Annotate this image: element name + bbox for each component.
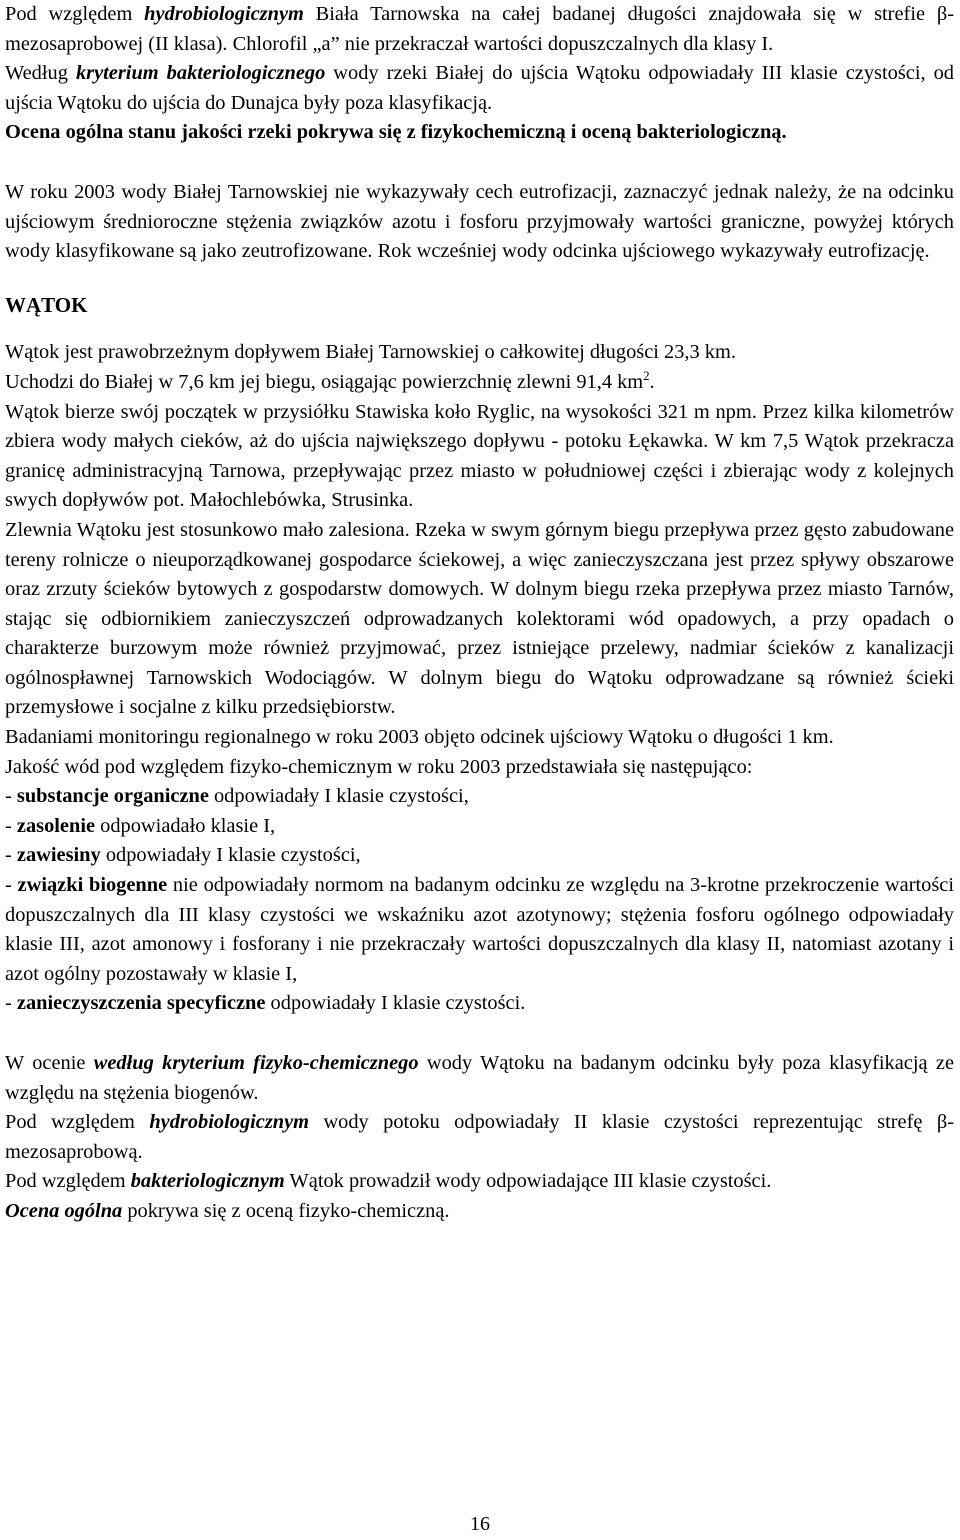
list-dash: - xyxy=(5,814,17,837)
text-span: Według xyxy=(5,62,76,85)
list-item xyxy=(5,841,954,871)
emphasis-text: Ocena ogólna xyxy=(5,1199,123,1222)
text-span: wody Wątoku na badanym odcinku były poza klasyfikacją ze względu na stężenia biogenów. xyxy=(5,1052,955,1104)
text-span: . xyxy=(649,370,655,393)
list-item-term: zasolenie xyxy=(16,814,96,837)
text-span: Pod względem xyxy=(5,1170,131,1193)
list-item-text: odpowiadały I klasie czystości. xyxy=(265,992,526,1015)
list-item-text: odpowiadały I klasie czystości, xyxy=(208,785,469,808)
paragraph-overall-assessment: Ocena ogólna stanu jakości rzeki pokrywa się z fizykochemiczną i oceną bakteriologiczną. xyxy=(5,121,787,144)
text-span: pokrywa się z oceną fizyko-chemiczną. xyxy=(122,1199,450,1222)
spacer xyxy=(5,1019,954,1049)
list-item xyxy=(5,812,954,842)
text-span: Biała Tarnowska na całej badanej długości znajdowała się w strefie β-mezosaprobowej (II klasa). Chlorofil „a” nie przekraczał wartości dopuszczalnych dla klasy I. xyxy=(5,3,954,55)
list-item-text: nie odpowiadały normom na badanym odcinku ze względu na 3-krotne przekroczenie wartości dopuszczalnych dla III klasy czystości we wskaźniku azot azotynowy; stężenia fosforu ogólnego odpowiadały klasie III, azot amonowy i fosforany i nie przekraczały wartości dopuszczalnych dla klasy II, natomiast azotany i azot ogólny pozostawały w klasie I, xyxy=(5,874,955,985)
text-span: wody rzeki Białej do ujścia Wątoku odpowiadały III klasie czystości, od ujścia Wątoku do ujścia do Dunajca były poza klasyfikacją. xyxy=(5,62,954,114)
list-item xyxy=(5,782,954,812)
paragraph-watok-intro-line2 xyxy=(5,368,954,398)
list-dash: - xyxy=(5,785,17,808)
emphasis-text: hydrobiologicznym xyxy=(144,3,304,25)
list-item-term: zanieczyszczenia specyficzne xyxy=(16,992,266,1015)
paragraph-watok-source: Wątok bierze swój początek w przysiółku Stawiska koło Ryglic, na wysokości 321 m npm. Przez kilka kilometrów zbiera wody małych cieków, aż do ujścia największego dopływu - potoku Łękawka. W km 7,5 Wątok przekracza granicę administracyjną Tarnowa, przepływając przez miasto w południowej części i zbierając wody z kolejnych swych dopływów pot. Małochlebówka, Strusinka. xyxy=(5,400,954,512)
text-span: Wątok prowadził wody odpowiadające III klasie czystości. xyxy=(284,1170,772,1193)
superscript: 2 xyxy=(643,368,650,384)
paragraph-biala-hydrobiology xyxy=(5,0,954,59)
list-dash: - xyxy=(5,874,18,897)
spacer xyxy=(5,320,954,338)
text-span: Pod względem xyxy=(5,1111,150,1134)
quality-list xyxy=(5,782,954,1019)
spacer xyxy=(5,148,954,178)
paragraph-overall-watok xyxy=(5,1197,954,1227)
list-item-term: związki biogenne xyxy=(17,874,168,897)
text-span: wody potoku odpowiadały II klasie czystości reprezentując strefę β-mezosaprobową. xyxy=(5,1111,954,1163)
emphasis-text: według kryterium fizyko-chemicznego xyxy=(93,1052,419,1074)
list-item-term: zawiesiny xyxy=(16,844,101,867)
paragraph-quality-intro: Jakość wód pod względem fizyko-chemicznym w roku 2003 przedstawiała się następująco: xyxy=(5,755,753,778)
emphasis-text: bakteriologicznym xyxy=(130,1170,285,1193)
paragraph-monitoring: Badaniami monitoringu regionalnego w roku 2003 objęto odcinek ujściowy Wątoku o długości 1 km. xyxy=(5,726,834,749)
paragraph-physchem-assessment xyxy=(5,1049,954,1108)
list-item-text: odpowiadały I klasie czystości, xyxy=(100,844,361,867)
paragraph-watok-catchment: Zlewnia Wątoku jest stosunkowo mało zalesiona. Rzeka w swym górnym biegu przepływa przez gęsto zabudowane tereny rolnicze o nieuporządkowanej gospodarce ściekowej, a więc zanieczyszczana jest przez spływy obszarowe oraz zrzuty ścieków bytowych z gospodarstw domowych. W dolnym biegu rzeka przepływa przez miasto Tarnów, stając się odbiornikiem zanieczyszczeń odprowadzanych kolektorami wód opadowych, a przy opadach o charakterze burzowym może również przyjmować, przez istniejące przelewy, nadmiar ścieków z kanalizacji ogólnospławnej Tarnowskich Wodociągów. W dolnym biegu do Wątoku odprowadzane są również ścieki przemysłowe i socjalne z kilku przedsiębiorstw. xyxy=(5,518,954,719)
page-number: 16 xyxy=(470,1513,490,1535)
document-page xyxy=(5,0,954,1227)
paragraph-watok-hydrobiology xyxy=(5,1108,954,1167)
list-item xyxy=(5,871,954,989)
text-span: Pod względem xyxy=(5,3,145,25)
paragraph-watok-bacteriology xyxy=(5,1167,954,1197)
list-item-term: substancje organiczne xyxy=(16,785,209,808)
spacer xyxy=(5,267,954,285)
list-dash: - xyxy=(5,844,17,867)
text-span: Uchodzi do Białej w 7,6 km jej biegu, osiągając powierzchnię zlewni 91,4 km xyxy=(5,370,644,393)
list-dash: - xyxy=(5,992,17,1015)
emphasis-text: kryterium bakteriologicznego xyxy=(75,62,326,85)
section-heading: WĄTOK xyxy=(5,292,88,317)
paragraph-eutrophication: W roku 2003 wody Białej Tarnowskiej nie wykazywały cech eutrofizacji, zaznaczyć jednak należy, że na odcinku ujściowym średnioroczne stężenia związków azotu i fosforu przyjmowały wartości graniczne, powyżej których wody klasyfikowane są jako zeutrofizowane. Rok wcześniej wody odcinka ujściowego wykazywały eutrofizację. xyxy=(5,180,954,263)
text-span: W ocenie xyxy=(5,1052,94,1074)
list-item-text: odpowiadało klasie I, xyxy=(95,814,276,837)
emphasis-text: hydrobiologicznym xyxy=(149,1111,310,1134)
paragraph-biala-bacteriology xyxy=(5,59,954,118)
paragraph-watok-intro-line1: Wątok jest prawobrzeżnym dopływem Białej Tarnowskiej o całkowitej długości 23,3 km. xyxy=(5,341,736,364)
list-item xyxy=(5,989,954,1019)
